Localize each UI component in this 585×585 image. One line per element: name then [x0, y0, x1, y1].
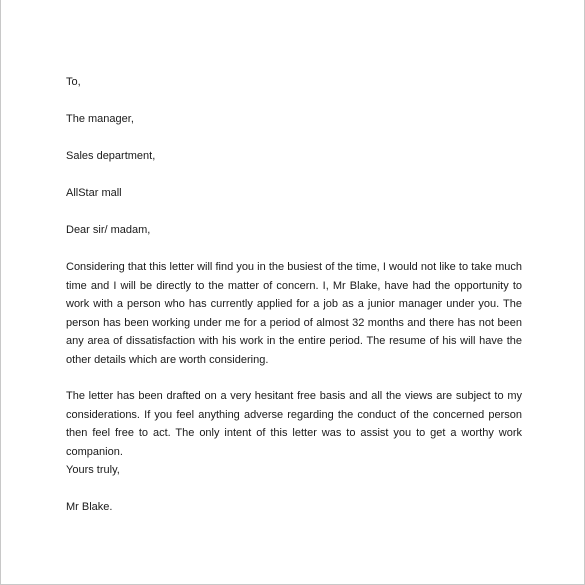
- signature: Mr Blake.: [66, 501, 113, 513]
- salutation: Dear sir/ madam,: [66, 224, 151, 236]
- department: Sales department,: [66, 150, 156, 162]
- address-to: To,: [66, 76, 81, 88]
- recipient-title: The manager,: [66, 113, 134, 125]
- body-paragraph-2: The letter has been drafted on a very hesitant free basis and all the views are subject to my considerations. If you feel anything adverse regarding the conduct of the concerned person then feel free to act. The only intent of this letter was to assist you to get a worthy work companion.: [66, 390, 522, 458]
- closing: Yours truly,: [66, 464, 120, 476]
- body-paragraph-1: Considering that this letter will find you in the busiest of the time, I would not like to take much time and I will be directly to the matter of concern. I, Mr Blake, have had the opportunity to work with a person who has currently applied for a job as a junior manager under you. The person has been working under me for a period of almost 32 months and there has not been any area of dissatisfaction with his work in the entire period. The resume of his will have the other details which are worth considering.: [66, 261, 522, 366]
- location: AllStar mall: [66, 187, 122, 199]
